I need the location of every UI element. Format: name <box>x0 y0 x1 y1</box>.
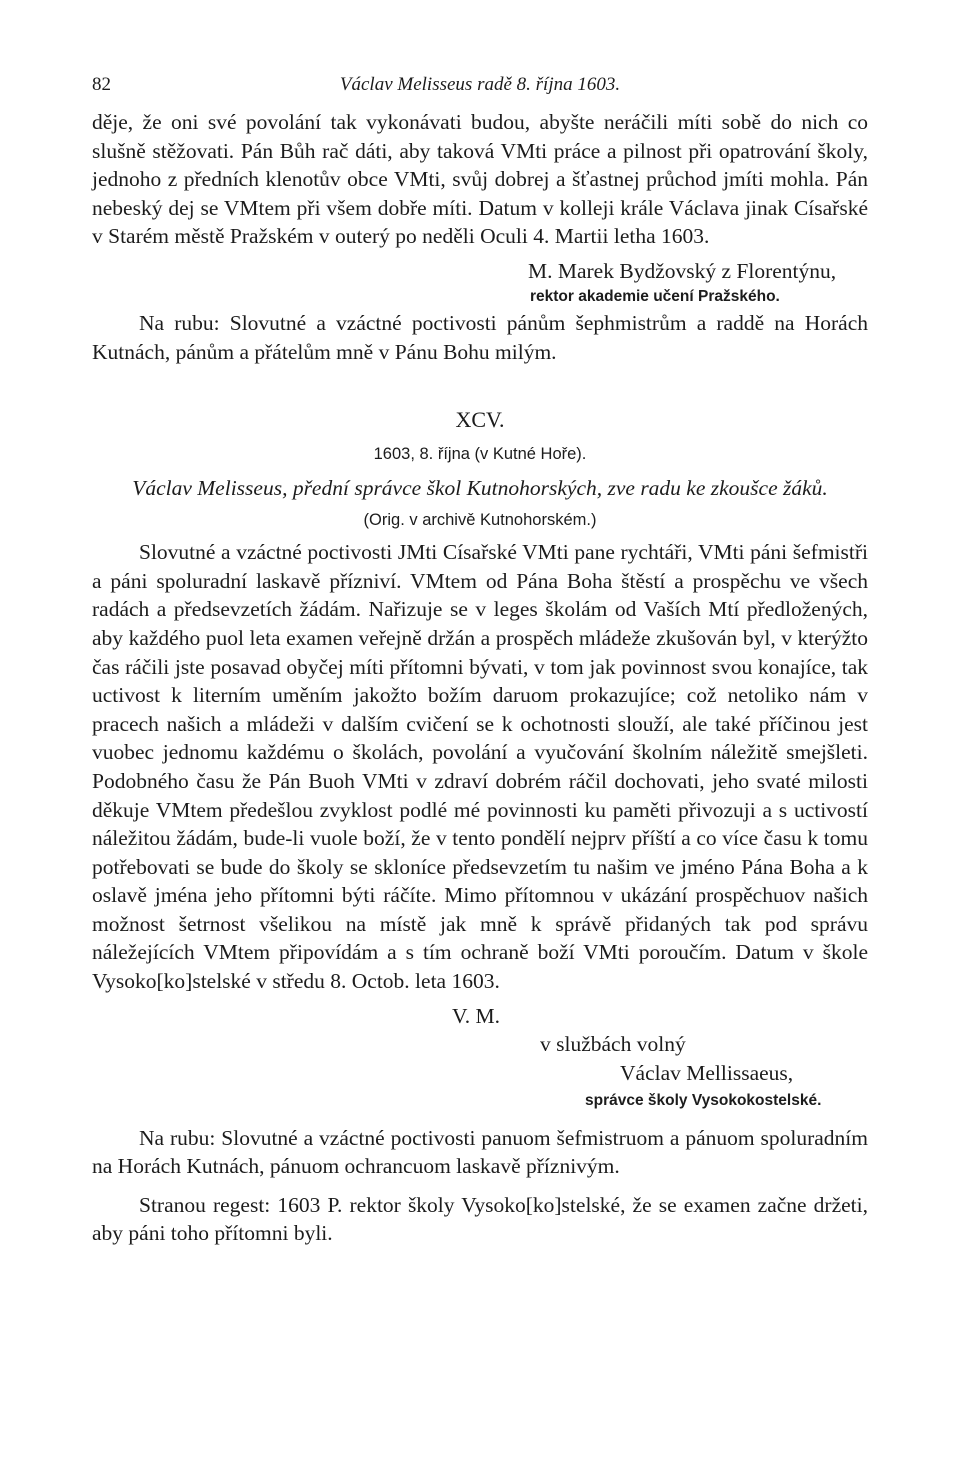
book-page <box>92 74 868 1248</box>
document-number: XCV. <box>455 407 505 433</box>
regest-note: Stranou regest: 1603 P. rektor školy Vysoko[ko]stelské, že se examen začne držeti, aby páni toho přítomni byli. <box>92 1192 868 1246</box>
page-number: 82 <box>92 74 111 95</box>
running-header <box>92 74 868 108</box>
signature-initials: V. M. <box>452 1003 500 1028</box>
first-endorsement: Na rubu: Slovutné a vzáctné poctivosti pánům šephmistrům a raddě na Horách Kutnách, pánům a přátelům mně v Pánu Bohu milým. <box>92 310 868 364</box>
document-source: (Orig. v archivě Kutnohorském.) <box>363 511 597 530</box>
second-signatory-title: správce školy Vysokokostelské. <box>585 1091 822 1109</box>
document-date: 1603, 8. října (v Kutné Hoře). <box>373 445 587 464</box>
document-title: Václav Melisseus, přední správce škol Kutnohorských, zve radu ke zkoušce žáků. <box>132 476 828 501</box>
signature-closing: v službách volný <box>540 1031 686 1056</box>
running-title: Václav Melisseus radě 8. října 1603. <box>339 74 621 95</box>
document-body: Slovutné a vzáctné poctivosti JMti Císařské VMti pane rychtáři, VMti páni šefmistři a páni spoluradní laskavě přízniví. VMtem od Pána Boha štěstí a prospěchu ve všech radách a předsevzetích žádám. Nařizuje se v leges školám od Vaších Mtí předložených, aby každého puol leta examen veřejně držán a prospěch mládeže zkušován byl, v kterýžto čas ráčili jste posavad obyčej míti přítomni bývati, v tom jak povinnost svou konajíce, tak uctivost k literním uměním jakožto božím daruom prokazujíce; což netoliko nám v pracech našich a mládeži v dalším cvičení se k ochotnosti slouží, ale také příčinou jest vuobec jednomu každému o školách, povolání a vyučování školním náležitě smejšleti. Podobného času že Pán Buoh VMti v zdraví dobrém ráčil dochovati, jeho svaté milosti děkuje VMtem předešlou zvyklost podlé mé povinnosti ku paměti přivozuji a s uctivostí náležitou žádám, bude-li vuole boží, že v tento pondělí nejprv příští a co více času k tomu potřebovati se bude do školy se skloníce předsevzetím tu našim ve jméno Pána Boha a k oslavě jména jeho přítomni býti ráčíte. Mimo přítomnou v ukázání prospěchuov našich možnost šetrnost všelikou na místě jak mně k správě přidaných tak pod správu náležejících VMtem připovídám a s tím ochraně boží VMti poroučím. Datum v škole Vysoko[ko]stelské v středu 8. Octob. leta 1603. <box>92 540 868 994</box>
continued-letter-text: děje, že oni své povolání tak vykonávati budou, abyšte neráčili míti sobě do nich co slušně stěžovati. Pán Bůh rač dáti, aby taková VMti práce a pilnost při opatrování školy, jednoho z předních klenotův obce VMti, svůj dobrej a šťastnej průchod jmíti mohla. Pán nebeský dej se VMtem při všem dobře míti. Datum v kolleji krále Václava jinak Císařské v Starém městě Pražském v outerý po neděli Oculi 4. Martii letha 1603. <box>92 110 868 249</box>
first-signatory-name: M. Marek Bydžovský z Florentýnu, <box>528 258 837 283</box>
second-endorsement: Na rubu: Slovutné a vzáctné poctivosti panuom šefmistruom a pánuom spoluradním na Horách Kutnách, pánuom ochrancuom laskavě příznivým. <box>92 1125 868 1179</box>
first-signatory-title: rektor akademie učení Pražského. <box>530 287 780 305</box>
second-signatory-name: Václav Mellissaeus, <box>620 1060 794 1085</box>
